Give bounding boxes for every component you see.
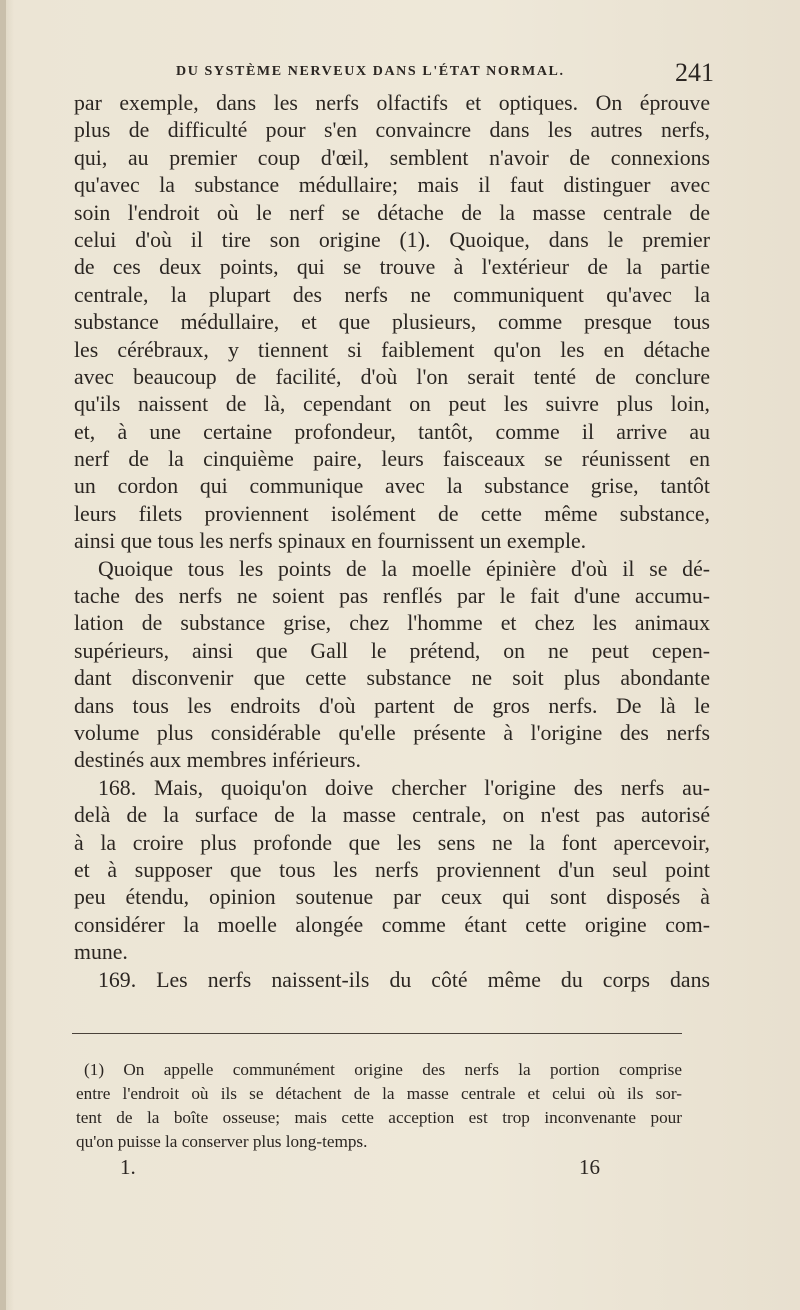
text-line: delà de la surface de la masse centrale, on n'est pas autorisé (74, 803, 710, 828)
text-line: 169. Les nerfs naissent-ils du côté même du corps dans (98, 967, 710, 992)
page-edge (0, 0, 6, 1310)
text-line: qu'ils naissent de là, cependant on peut les suivre plus loin, (74, 392, 710, 417)
running-head: DU SYSTÈME NERVEUX DANS L'ÉTAT NORMAL. (176, 64, 565, 79)
text-line: par exemple, dans les nerfs olfactifs et optiques. On éprouve (74, 91, 710, 115)
text-line: mune. (74, 940, 128, 965)
text-line: supérieurs, ainsi que Gall le prétend, on ne peut cepen- (74, 638, 710, 663)
text-line: dans tous les endroits d'où partent de gros nerfs. De là le (74, 693, 710, 718)
text-line: qui, au premier coup d'œil, semblent n'avoir de connexions (74, 145, 710, 170)
footnote-rule (72, 1033, 682, 1034)
volume-mark: 1. (120, 1155, 136, 1179)
text-line: leurs filets proviennent isolément de cette même substance, (74, 501, 710, 526)
text-line: avec beaucoup de facilité, d'où l'on serait tenté de conclure (74, 364, 710, 389)
text-line: peu étendu, opinion soutenue par ceux qui sont disposés à (74, 885, 710, 910)
text-line: à la croire plus profonde que les sens ne la font apercevoir, (74, 830, 710, 855)
text-line: de ces deux points, qui se trouve à l'extérieur de la partie (74, 255, 710, 280)
text-line: celui d'où il tire son origine (1). Quoique, dans le premier (74, 227, 710, 252)
main-text (74, 90, 710, 994)
text-line: Quoique tous les points de la moelle épinière d'où il se dé- (98, 556, 710, 581)
sheet-mark: 16 (579, 1155, 600, 1179)
text-line: les cérébraux, y tiennent si faiblement qu'on les en détache (74, 337, 710, 362)
text-line: soin l'endroit où le nerf se détache de la masse centrale de (74, 200, 710, 225)
text-line: tache des nerfs ne soient pas renflés par le fait d'une accumu- (74, 584, 710, 609)
text-line: destinés aux membres inférieurs. (74, 748, 361, 773)
text-line: substance médullaire, et que plusieurs, comme presque tous (74, 310, 710, 335)
text-line: lation de substance grise, chez l'homme et chez les animaux (74, 611, 710, 636)
text-line: centrale, la plupart des nerfs ne communiquent qu'avec la (74, 282, 710, 307)
text-line: volume plus considérable qu'elle présente à l'origine des nerfs (74, 720, 710, 745)
text-line: plus de difficulté pour s'en convaincre dans les autres nerfs, (74, 118, 710, 143)
text-line: et, à une certaine profondeur, tantôt, comme il arrive au (74, 419, 710, 444)
text-line: nerf de la cinquième paire, leurs faisceaux se réunissent en (74, 447, 710, 472)
text-line: dant disconvenir que cette substance ne soit plus abondante (74, 666, 710, 691)
text-line: un cordon qui communique avec la substance grise, tantôt (74, 474, 710, 499)
footnote-line: (1) On appelle communément origine des nerfs la portion comprise (84, 1060, 682, 1079)
printer-signature (120, 1155, 600, 1183)
text-line: considérer la moelle alongée comme étant cette origine com- (74, 912, 710, 937)
page-header (84, 58, 714, 88)
text-line: ainsi que tous les nerfs spinaux en fournissent un exemple. (74, 529, 587, 554)
text-line: et à supposer que tous les nerfs proviennent d'un seul point (74, 857, 710, 882)
footnote-line: qu'on puisse la conserver plus long-temps. (76, 1132, 368, 1151)
footnote-line: entre l'endroit où ils se détachent de la masse centrale et celui où ils sor- (76, 1084, 682, 1103)
footnote (76, 1058, 682, 1154)
page-number: 241 (675, 58, 714, 87)
text-line: qu'avec la substance médullaire; mais il faut distinguer avec (74, 173, 710, 198)
footnote-line: tent de la boîte osseuse; mais cette acception est trop inconvenante pour (76, 1108, 682, 1127)
text-line: 168. Mais, quoiqu'on doive chercher l'origine des nerfs au- (98, 775, 710, 800)
